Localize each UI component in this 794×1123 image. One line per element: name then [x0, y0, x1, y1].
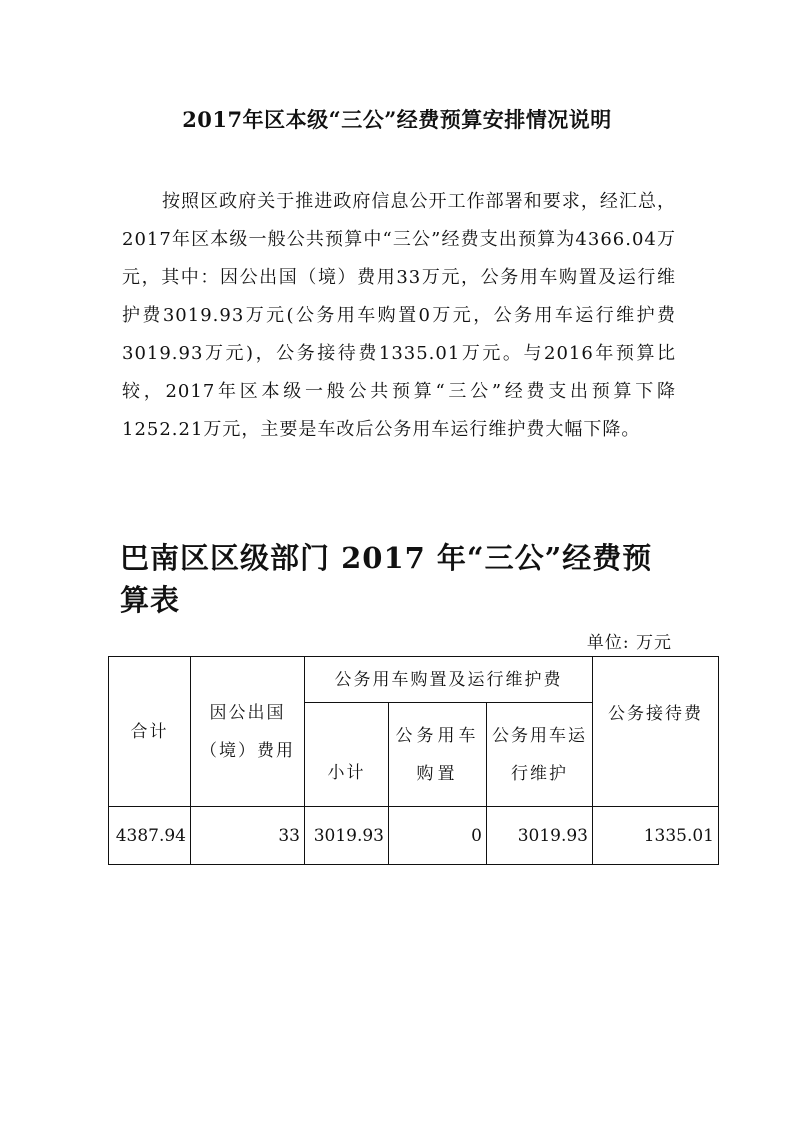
header-vehicle-group: 公务用车购置及运行维护费 — [305, 657, 593, 703]
header-vehicle-purchase: 公务用车购置 — [389, 703, 487, 807]
cell-vehicle-purchase: 0 — [389, 807, 487, 865]
header-total: 合计 — [109, 657, 191, 807]
header-reception: 公务接待费 — [593, 657, 719, 807]
page-title: 2017年区本级“三公”经费预算安排情况说明 — [182, 107, 612, 132]
table-header-row — [109, 657, 719, 703]
header-abroad: 因公出国（境）费用 — [191, 657, 305, 807]
cell-reception: 1335.01 — [593, 807, 719, 865]
table-title: 巴南区区级部门 2017 年“三公”经费预算表 — [120, 541, 653, 617]
explanation-paragraph: 按照区政府关于推进政府信息公开工作部署和要求，经汇总，2017年区本级一般公共预算中“三公”经费支出预算为4366.04万元，其中：因公出国（境）费用33万元，公务用车购置及运行维护费3019.93万元(公务用车购置0万元，公务用车运行维护费3019.93万元)，公务接待费1335.01万元。与2016年预算比较，2017年区本级一般公共预算“三公”经费支出预算下降1252.21万元，主要是车改后公务用车运行维护费大幅下降。 — [122, 191, 676, 440]
unit-label: 单位: 万元 — [586, 633, 672, 653]
cell-subtotal: 3019.93 — [305, 807, 389, 865]
cell-total: 4387.94 — [109, 807, 191, 865]
cell-vehicle-maintenance: 3019.93 — [487, 807, 593, 865]
header-subtotal: 小计 — [305, 703, 389, 807]
budget-table — [108, 656, 719, 865]
table-row — [109, 807, 719, 865]
header-vehicle-maintenance: 公务用车运行维护 — [487, 703, 593, 807]
cell-abroad: 33 — [191, 807, 305, 865]
